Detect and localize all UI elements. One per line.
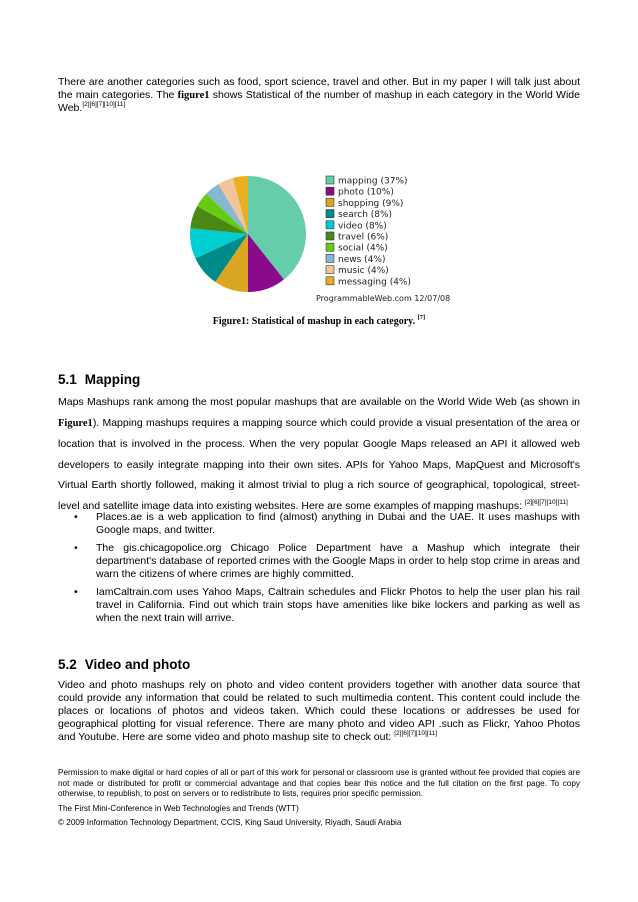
section-number: 5.1 (58, 372, 77, 387)
section-heading-mapping (58, 372, 140, 387)
bullet-icon: • (74, 542, 78, 554)
legend-label: video (8%) (338, 221, 387, 232)
intro-text-end: shows Statistical of the number of mashup in each category in the World Wide Web. (58, 89, 580, 114)
mapping-paragraph (58, 392, 580, 516)
intro-paragraph (58, 76, 580, 115)
legend-swatch (326, 254, 334, 262)
list-item-text: The gis.chicagopolice.org Chicago Police Department have a Mashup which integrate their department's database of reported crimes with the Google Maps in order to help stop crime in areas and warn the citizens of where crimes are highly committed. (96, 542, 580, 580)
legend-label: search (8%) (338, 210, 393, 221)
footer (58, 768, 580, 833)
legend-swatch (326, 232, 334, 240)
caption-text: Figure1: Statistical of mashup in each category. (212, 316, 416, 327)
section-title: Mapping (84, 372, 141, 387)
legend-label: shopping (9%) (338, 198, 404, 209)
conference-name: The First Mini-Conference in Web Technologies and Trends (WTT) (58, 803, 299, 813)
legend-label: social (4%) (338, 243, 388, 254)
mapping-examples-list (58, 511, 580, 630)
legend-swatch (326, 277, 334, 285)
pie-slices (190, 176, 306, 292)
chart-legend (326, 176, 411, 287)
section-title: Video and photo (84, 657, 191, 672)
legend-swatch (326, 221, 334, 229)
legend-swatch (326, 176, 334, 184)
legend-swatch (326, 210, 334, 218)
list-item (58, 586, 580, 625)
permission-notice: Permission to make digital or hard copies of all or part of this work for personal or classroom use is granted without fee provided that copies are not made or distributed for profit or commercial advantage and that copies bear this notice and the full citation on the first page. To copy otherwise, to republish, to post on servers or to redistribute to lists, requires prior specific permission. (58, 768, 580, 798)
legend-swatch (326, 198, 334, 206)
intro-text-start: There are another categories such as food, sport science, travel and other. But in my paper I will talk just about the main categories. The (58, 76, 580, 101)
legend-label: music (4%) (338, 266, 389, 277)
list-item (58, 511, 580, 537)
legend-label: messaging (4%) (338, 277, 411, 288)
video-paragraph (58, 679, 580, 744)
legend-swatch (326, 243, 334, 251)
caption-ref: [7] (417, 314, 426, 321)
bullet-icon: • (74, 586, 78, 598)
list-item-text: Places.ae is a web application to find (almost) anything in Dubai and the UAE. It uses mashups with Google maps, and twitter. (96, 511, 580, 536)
chart-source: ProgrammableWeb.com 12/07/08 (316, 294, 451, 303)
legend-label: news (4%) (338, 254, 386, 265)
mapping-text-end: ). Mapping mashups requires a mapping source which could provide a visual presentation of the area or location that is involved in the process. When the very popular Google Maps released an API it allowed web developers to easily integrate mapping into their own sites. APIs for Yahoo Maps, MapQuest and Microsoft's Virtual Earth shortly followed, making it almost trivial to plug a rich source of geographical, topological, street-level and satellite image data into existing websites. Here are some examples of mapping mashups: (58, 416, 580, 512)
citation-refs: [2][6][7][10][11] (82, 101, 126, 108)
citation-refs: [2][6][7][10][11] (394, 730, 438, 737)
mapping-text-start: Maps Mashups rank among the most popular mashups that are available on the World Wide Web (as shown in (58, 396, 580, 408)
citation-refs: [2][6][7][10][11] (524, 498, 568, 506)
figure-caption (58, 316, 580, 327)
list-item-text: IamCaltrain.com uses Yahoo Maps, Caltrain schedules and Flickr Photos to help the user plan his rail travel in California. Find out which train stops have amenities like bike lockers and parking as well as when the next train will arrive. (96, 586, 580, 624)
section-number: 5.2 (58, 657, 77, 672)
pie-chart (188, 172, 518, 312)
list-item (58, 542, 580, 581)
bullet-icon: • (74, 511, 78, 523)
legend-swatch (326, 266, 334, 274)
legend-swatch (326, 187, 334, 195)
legend-label: mapping (37%) (338, 176, 408, 187)
legend-label: photo (10%) (338, 187, 394, 198)
figure-reference: Figure1 (58, 417, 93, 429)
video-text: Video and photo mashups rely on photo and video content providers together with another data source that could provide any information that could be related to such multimedia content. This content could include the places or locations of photos and videos taken. Which could these locations or addresses be used for geographical plotting for visual reference. There are many photo and video API .such as Flickr, Yahoo Photos and Youtube. Here are some video and photo mashup site to check out: (58, 679, 580, 743)
section-heading-video (58, 657, 190, 672)
copyright-notice: © 2009 Information Technology Department, CCIS, King Saud University, Riyadh, Saudi Arabia (58, 818, 402, 827)
figure-reference: figure1 (177, 90, 210, 101)
legend-label: travel (6%) (338, 232, 389, 243)
